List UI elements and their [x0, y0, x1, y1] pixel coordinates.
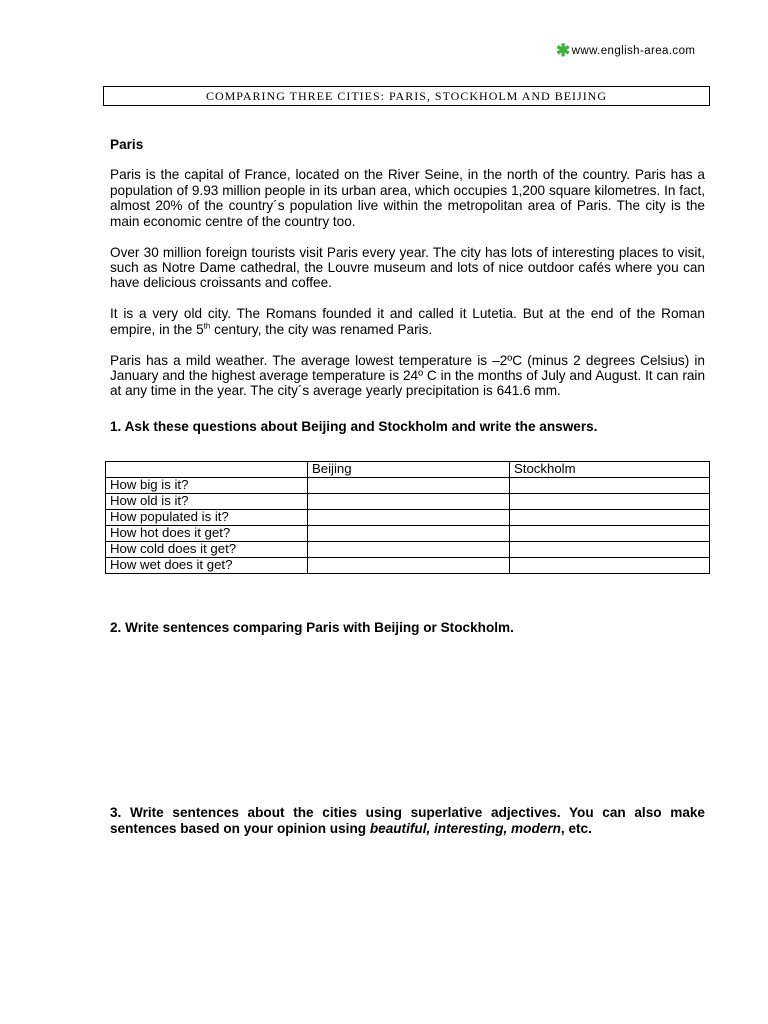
answer-cell[interactable]: [308, 542, 510, 558]
site-url: [556, 42, 695, 59]
asterisk-logo-icon: ✱: [556, 41, 571, 60]
site-url-text: www.english-area.com: [571, 44, 696, 57]
paragraph-1: Paris is the capital of France, located on the River Seine, in the north of the country. Paris has a population of 9.93 million people in its urban area, which occupies 1,200 square kilometres. In fact, almost 20% of the country´s population live within the metropolitan area of Paris. The city is the main economic centre of the country too.: [110, 167, 705, 229]
document-title: [103, 86, 710, 106]
answer-cell[interactable]: [308, 526, 510, 542]
table-row: [106, 494, 710, 510]
table-header-cell: Stockholm: [510, 462, 710, 478]
table-row: [106, 542, 710, 558]
question-3-examples: beautiful, interesting, modern: [369, 821, 561, 836]
table-row: [106, 558, 710, 574]
answer-cell[interactable]: [308, 478, 510, 494]
table-row: [106, 510, 710, 526]
table-header-cell: Beijing: [308, 462, 510, 478]
question-cell: How old is it?: [106, 494, 308, 510]
table-header-cell: [106, 462, 308, 478]
question-2: 2. Write sentences comparing Paris with Beijing or Stockholm.: [110, 620, 514, 635]
question-cell: How populated is it?: [106, 510, 308, 526]
answers-table: [105, 461, 710, 574]
answer-cell[interactable]: [510, 510, 710, 526]
question-cell: How big is it?: [106, 478, 308, 494]
question-cell: How wet does it get?: [106, 558, 308, 574]
table-row: [106, 526, 710, 542]
paragraph-3-part-b: century, the city was renamed Paris.: [210, 321, 433, 337]
answer-cell[interactable]: [308, 510, 510, 526]
paragraph-4: Paris has a mild weather. The average lowest temperature is –2ºC (minus 2 degrees Celsius) in January and the highest average temperature is 24º C in the months of July and August. It can rain at any time in the year. The city´s average yearly precipitation is 641.6 mm.: [110, 352, 705, 399]
paragraph-3: [110, 306, 705, 337]
answer-cell[interactable]: [510, 542, 710, 558]
answer-cell[interactable]: [308, 558, 510, 574]
question-cell: How hot does it get?: [106, 526, 308, 542]
table-row: [106, 478, 710, 494]
document-title-text: COMPARING THREE CITIES: PARIS, STOCKHOLM AND BEIJING: [205, 88, 608, 103]
table-header-row: [106, 462, 710, 478]
paragraph-2: Over 30 million foreign tourists visit Paris every year. The city has lots of interesting places to visit, such as Notre Dame cathedral, the Louvre museum and lots of nice outdoor cafés where you can have delicious croissants and coffee.: [110, 244, 705, 291]
answer-cell[interactable]: [308, 494, 510, 510]
question-1: 1. Ask these questions about Beijing and Stockholm and write the answers.: [110, 418, 598, 434]
answer-cell[interactable]: [510, 526, 710, 542]
answer-cell[interactable]: [510, 494, 710, 510]
question-3-text: 3. Write sentences about the cities using superlative adjectives. You can also make sentences based on your opinion using: [110, 805, 705, 836]
question-cell: How cold does it get?: [106, 542, 308, 558]
question-3-end: , etc.: [560, 821, 592, 836]
answer-cell[interactable]: [510, 558, 710, 574]
section-heading: Paris: [110, 137, 144, 152]
answer-cell[interactable]: [510, 478, 710, 494]
paragraph-3-part-a: It is a very old city. The Romans founded it and called it Lutetia. But at the end of the Roman empire, in the 5: [110, 306, 705, 337]
superscript-th: th: [203, 321, 211, 331]
question-3: [110, 805, 705, 837]
reading-section: [110, 137, 705, 434]
